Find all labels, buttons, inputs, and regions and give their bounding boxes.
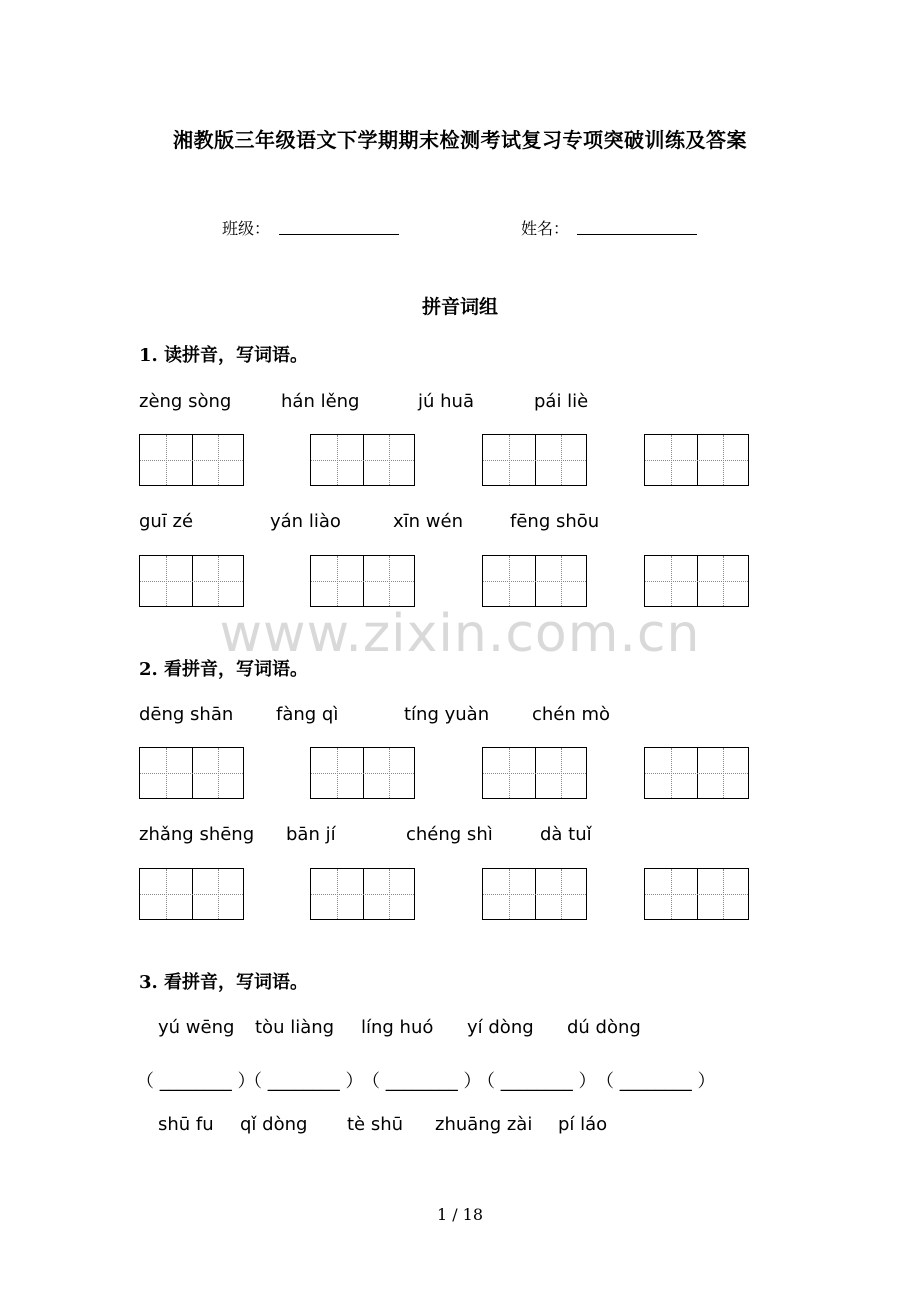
pinyin-item: chéng shì (406, 824, 493, 845)
writing-grid[interactable] (482, 434, 587, 486)
pinyin-item: pái liè (534, 391, 589, 412)
pinyin-item: líng huó (361, 1017, 434, 1038)
pinyin-item: zhuāng zài (435, 1114, 533, 1135)
question-1-heading: 1. 读拼音，写词语。 (139, 345, 309, 366)
pinyin-item: xīn wén (393, 511, 463, 532)
class-label: 班级： (222, 219, 271, 238)
writing-grid[interactable] (644, 868, 749, 920)
writing-grid[interactable] (482, 868, 587, 920)
pinyin-item: jú huā (418, 391, 474, 412)
writing-grid[interactable] (310, 868, 415, 920)
pinyin-item: tè shū (347, 1114, 404, 1135)
answer-blank[interactable]: （ ________ ） (477, 1071, 597, 1092)
writing-grid[interactable] (139, 434, 244, 486)
pinyin-item: tíng yuàn (404, 704, 490, 725)
question-2-heading: 2. 看拼音，写词语。 (139, 659, 309, 680)
writing-grid[interactable] (644, 747, 749, 799)
pinyin-item: yú wēng (158, 1017, 235, 1038)
pinyin-item: guī zé (139, 511, 194, 532)
pinyin-item: yí dòng (467, 1017, 534, 1038)
pinyin-item: zhǎng shēng (139, 824, 255, 845)
pinyin-item: chén mò (532, 704, 611, 725)
question-3-heading: 3. 看拼音，写词语。 (139, 972, 309, 993)
writing-grid[interactable] (139, 747, 244, 799)
writing-grid[interactable] (310, 434, 415, 486)
pinyin-item: qǐ dòng (240, 1114, 308, 1135)
pinyin-item: shū fu (158, 1114, 214, 1135)
writing-grid[interactable] (139, 555, 244, 607)
name-blank[interactable] (577, 214, 697, 235)
name-label: 姓名： (521, 219, 570, 238)
pinyin-item: dà tuǐ (540, 824, 592, 845)
pinyin-item: tòu liàng (255, 1017, 335, 1038)
page-number: 1 / 18 (436, 1205, 484, 1224)
pinyin-item: hán lěng (281, 391, 360, 412)
watermark: www.zixin.com.cn (219, 604, 701, 664)
pinyin-item: zèng sòng (139, 391, 232, 412)
pinyin-item: fēng shōu (510, 511, 600, 532)
writing-grid[interactable] (644, 434, 749, 486)
section-title: 拼音词组 (421, 296, 498, 318)
pinyin-item: dú dòng (567, 1017, 641, 1038)
pinyin-item: bān jí (286, 824, 336, 845)
writing-grid[interactable] (644, 555, 749, 607)
writing-grid[interactable] (310, 555, 415, 607)
document-title: 湘教版三年级语文下学期期末检测考试复习专项突破训练及答案 (173, 128, 747, 152)
pinyin-item: yán liào (270, 511, 341, 532)
answer-blank[interactable]: （ ________ ） (136, 1071, 256, 1092)
writing-grid[interactable] (482, 555, 587, 607)
writing-grid[interactable] (482, 747, 587, 799)
answer-blank[interactable]: （ ________ ） (596, 1071, 716, 1092)
pinyin-item: pí láo (558, 1114, 608, 1135)
pinyin-item: dēng shān (139, 704, 234, 725)
writing-grid[interactable] (139, 868, 244, 920)
answer-blank[interactable]: （ ________ ） (362, 1071, 482, 1092)
pinyin-item: fàng qì (276, 704, 339, 725)
answer-blank[interactable]: （ ________ ） (244, 1071, 364, 1092)
writing-grid[interactable] (310, 747, 415, 799)
class-blank[interactable] (279, 214, 399, 235)
